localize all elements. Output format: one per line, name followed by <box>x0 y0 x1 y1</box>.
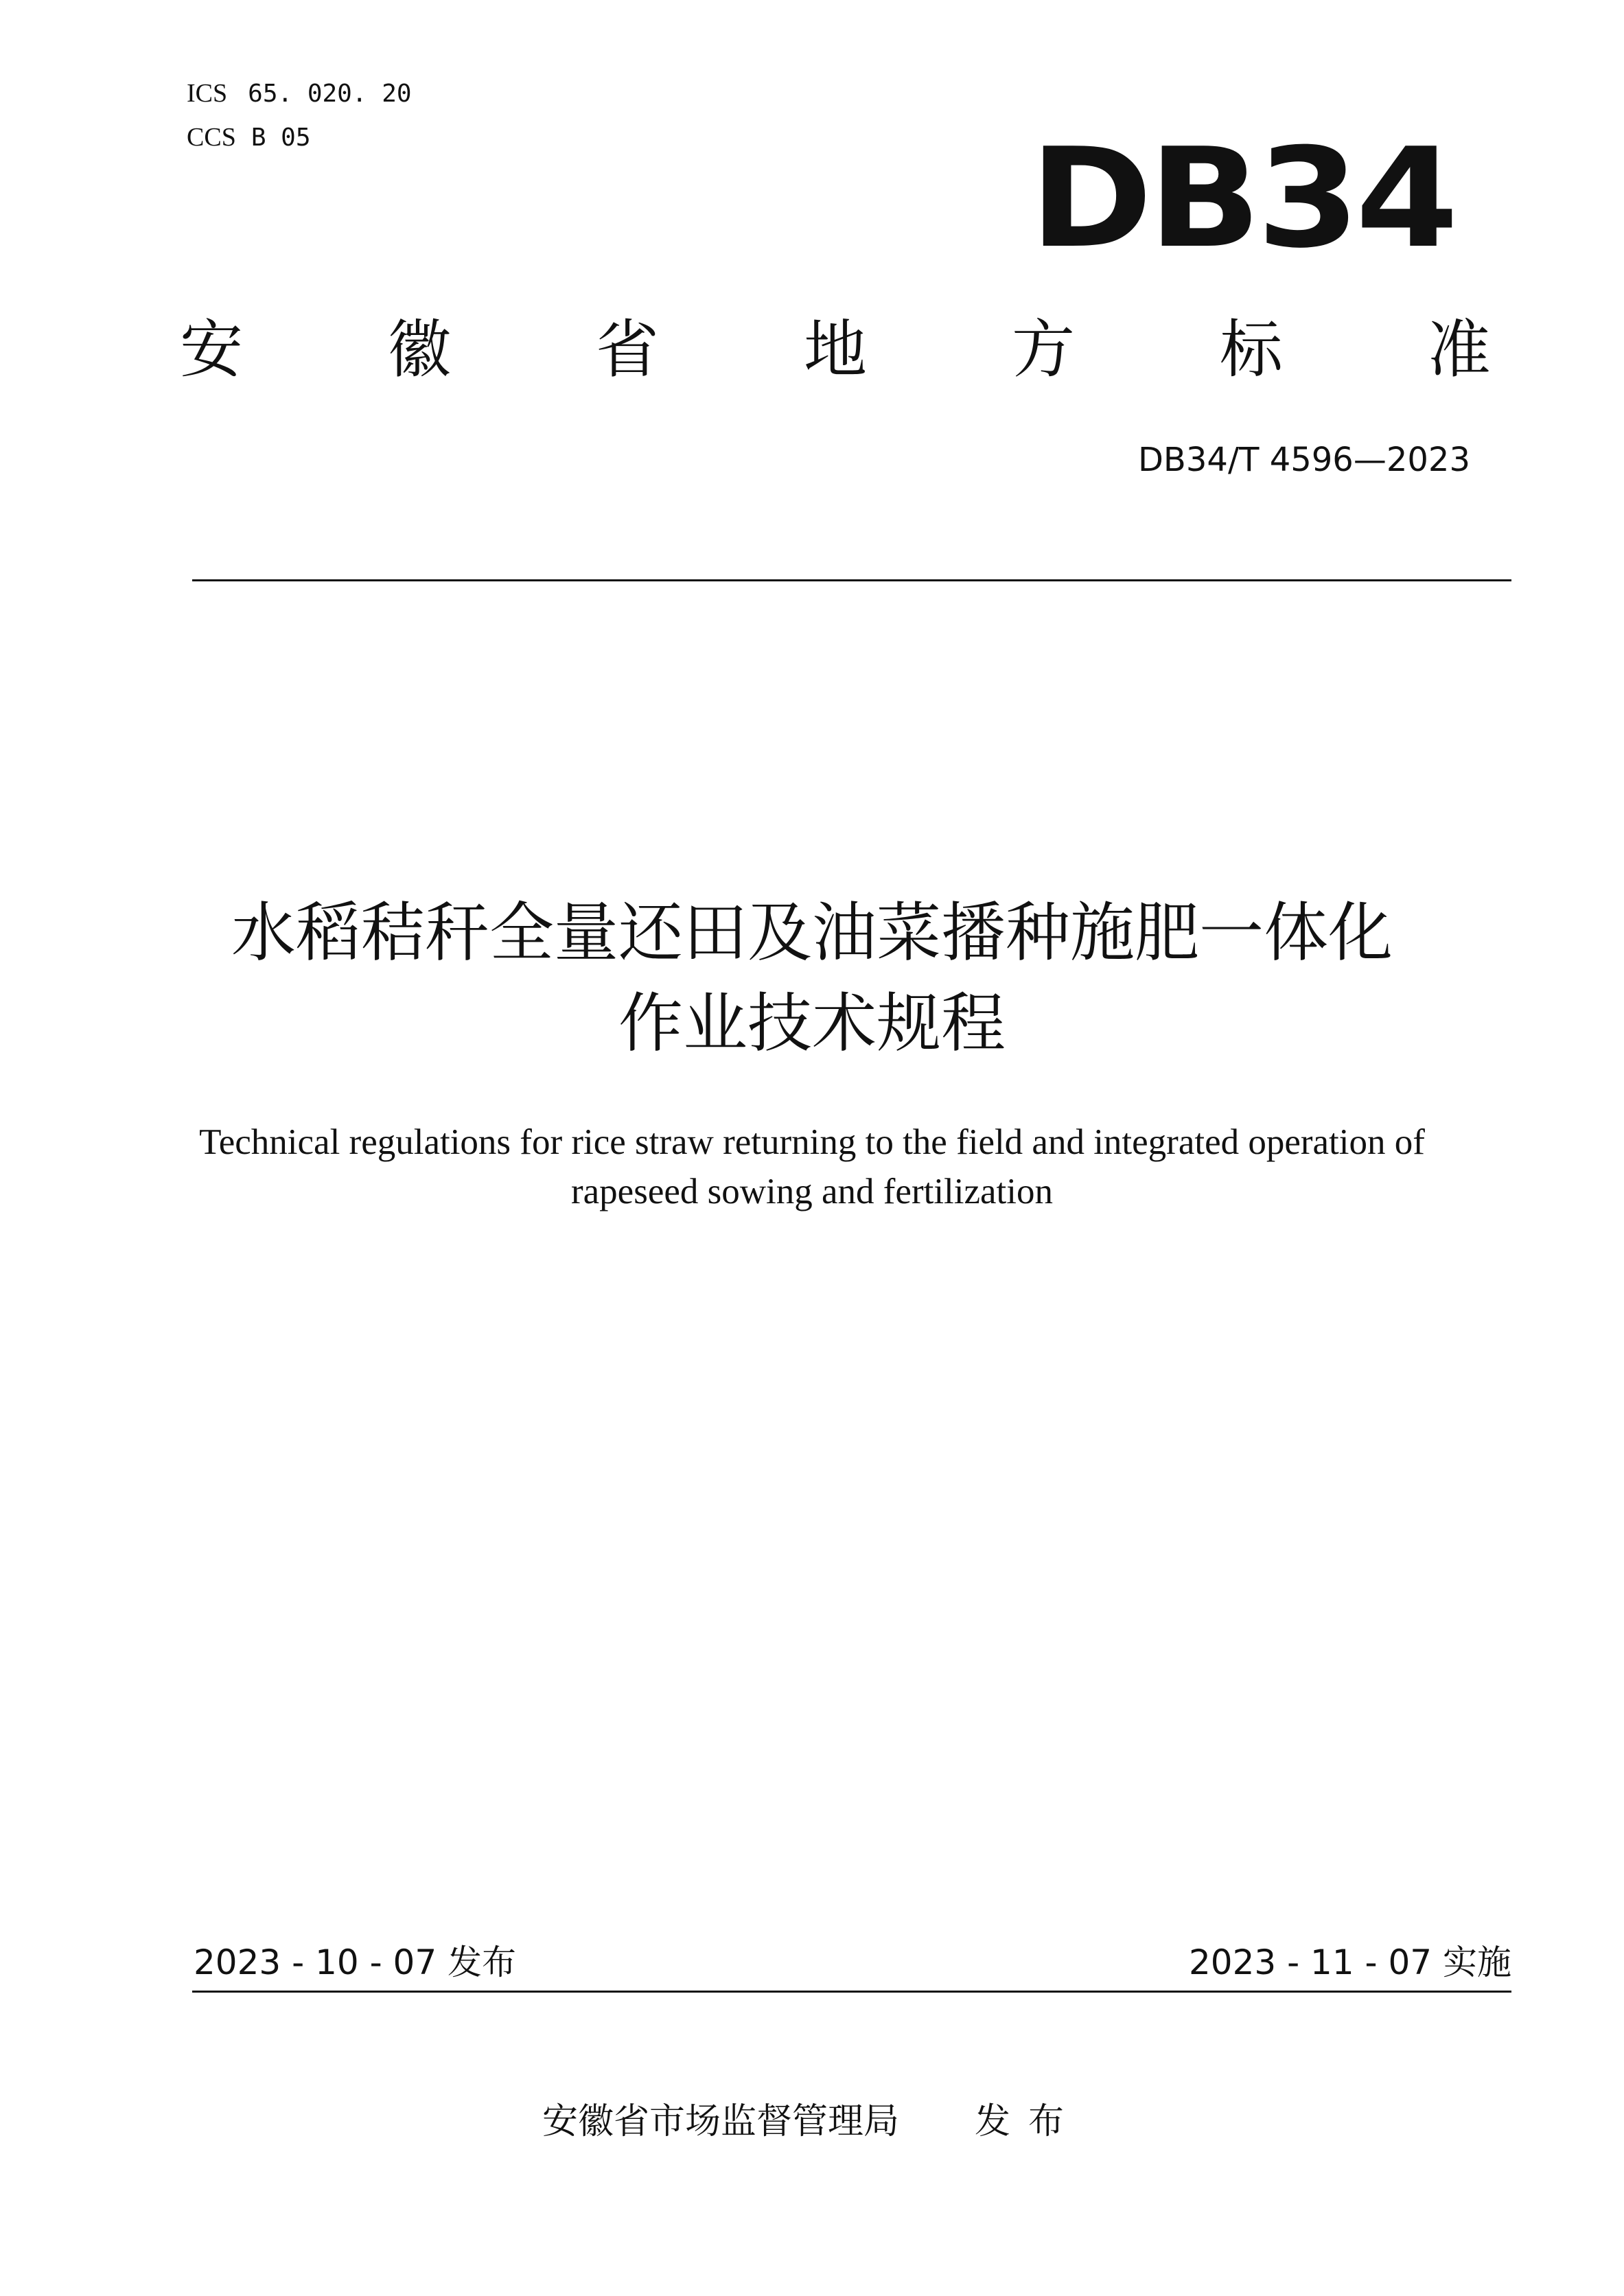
standard-type-char: 省 <box>595 313 659 386</box>
ccs-value: B 05 <box>251 124 311 152</box>
header-divider <box>192 579 1511 581</box>
footer-divider <box>192 1991 1511 1993</box>
standard-type-char: 地 <box>803 313 867 386</box>
ics-label: ICS <box>187 79 228 108</box>
issue-date: 2023 - 10 - 07 发布 <box>194 1943 517 1982</box>
standard-type-char: 安 <box>180 313 244 386</box>
standard-type-char: 方 <box>1011 313 1075 386</box>
standard-type-char: 准 <box>1427 313 1491 386</box>
standard-type-heading <box>180 312 1491 388</box>
standard-number: DB34/T 4596—2023 <box>1137 441 1470 479</box>
publisher-line <box>0 2099 1624 2144</box>
title-cn-line-2: 作业技术规程 <box>618 986 1006 1061</box>
ccs-classification <box>187 121 311 154</box>
db34-logo: DB34 <box>1030 119 1454 279</box>
implementation-date: 2023 - 11 - 07 实施 <box>1188 1943 1511 1982</box>
title-cn-line-1: 水稻秸秆全量还田及油菜播种施肥一体化 <box>231 896 1393 971</box>
publisher-org: 安徽省市场监督管理局 <box>542 2101 899 2142</box>
standard-type-char: 标 <box>1219 313 1283 386</box>
standard-type-char: 徽 <box>387 313 451 386</box>
ics-value: 65. 020. 20 <box>248 80 412 108</box>
title-en-line-2: rapeseed sowing and fertilization <box>571 1172 1053 1211</box>
ccs-label: CCS <box>187 123 236 152</box>
ics-classification <box>187 77 412 110</box>
publisher-verb: 发布 <box>975 2101 1082 2142</box>
title-en-line-1: Technical regulations for rice straw returning to the field and integrated operation of <box>199 1122 1425 1162</box>
